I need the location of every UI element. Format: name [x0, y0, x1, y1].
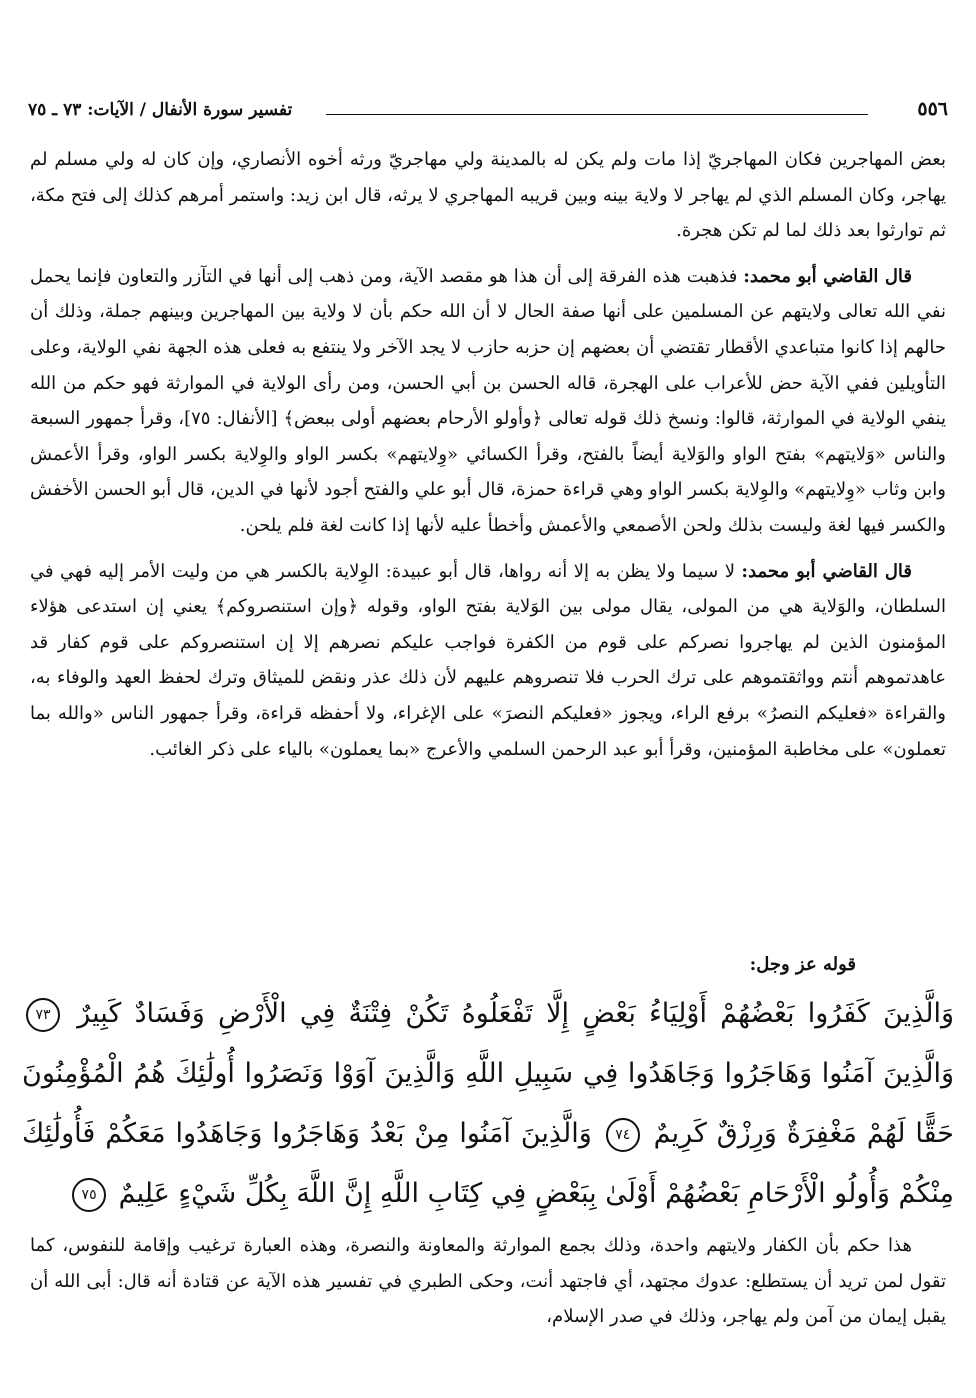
paragraph-2-speaker: قال القاضي أبو محمد: — [743, 265, 912, 287]
running-title: تفسير سورة الأنفال / الآيات: ٧٣ ـ ٧٥ — [28, 100, 293, 120]
paragraph-4 — [30, 1228, 946, 1335]
paragraph-1-text: بعض المهاجرين فكان المهاجريّ إذا مات ولم يكن له بالمدينة ولي مهاجريّ ورثه أخوه الأنصاري، وإن كان له ولي مسلم لم يهاجر، وكان المسلم الذي لم يهاجر لا ولاية بينه وبين قريبه المهاجري لا يرثه، قال ابن زيد: واستمر أمرهم كذلك إلى فتح مكة، ثم توارثوا بعد ذلك لما لم تكن هجرة. — [30, 149, 946, 242]
page-number: ٥٥٦ — [917, 98, 948, 120]
paragraph-2-text: فذهبت هذه الفرقة إلى أن هذا هو مقصد الآية، ومن ذهب إلى أنها في التآزر والتعاون فإنما يحمل نفي الله تعالى ولايتهم عن المسلمين على أنها صفة الحال لا أن الله حكم بأن لا ولاية بين المهاجرين وبينهم جملة، وذلك أن حالهم إذا كانوا متباعدي الأقطار تقتضي أن بعضهم إن حزبه حازب لا يجد الآخر ولا ينتفع به فعلى هذه الجهة نفي الولاية، وعلى التأويلين ففي الآية حض للأعراب على الهجرة، قاله الحسن بن أبي الحسن، ومن رأى الولاية في الموارثة فهو حكم من الله ينفي الولاية في الموارثة، قالوا: ونسخ ذلك قوله تعالى ﴿وأولو الأرحام بعضهم أولى ببعض﴾ [الأنفال: ٧٥]، وقرأ جمهور السبعة والناس «وَلايتهم» بفتح الواو والوَلاية أيضاً بالفتح، وقرأ الكسائي «وِلايتهم» بكسر الواو والوِلاية بكسر الواو، وقرأ الأعمش وابن وثاب «وِلايتهم» والوِلاية بكسر الواو وهي قراءة حمزة، قال أبو علي والفتح أجود لأنها في الدين، قال أبو الحسن الأخفش والكسر فيها لغة وليست بذلك ولحن الأصمعي والأعمش وأخطأ عليه لأنها إذا كانت لغة فلم يلحن. — [30, 265, 946, 536]
paragraph-2 — [30, 259, 946, 544]
verse-73-marker: ٧٣ — [26, 998, 60, 1032]
paragraph-3-speaker: قال القاضي أبو محمد: — [741, 560, 912, 582]
page-header — [28, 100, 948, 130]
verse-73-text: وَالَّذِينَ كَفَرُوا بَعْضُهُمْ أَوْلِيَاءُ بَعْضٍ إِلَّا تَفْعَلُوهُ تَكُنْ فِتْنَةٌ فِي الْأَرْضِ وَفَسَادٌ كَبِيرٌ — [77, 998, 954, 1029]
commentary-text — [30, 142, 946, 767]
verse-74-text: وَالَّذِينَ آمَنُوا وَهَاجَرُوا وَجَاهَدُوا فِي سَبِيلِ اللَّهِ وَالَّذِينَ آوَوْا وَنَصَرُوا أُولَٰئِكَ هُمُ الْمُؤْمِنُونَ حَقًّا لَهُمْ مَغْفِرَةٌ وَرِزْقٌ كَرِيمٌ — [22, 1058, 954, 1149]
verse-intro: قوله عز وجل: — [749, 954, 856, 975]
verse-75-marker: ٧٥ — [72, 1178, 106, 1212]
paragraph-3-text: لا سيما ولا يظن به إلا أنه رواها، قال أبو عبيدة: الوِلاية بالكسر هي من وليت الأمر إليه فهي في السلطان، والوَلاية هي من المولى، يقال مولى بين الوَلاية بفتح الواو، وقوله ﴿وإن استنصروكم﴾ يعني إن استدعى هؤلاء المؤمنون الذين لم يهاجروا نصركم على قوم من الكفرة فواجب عليكم نصرهم إلا إن استنصروكم على قوم كفار قد عاهدتموهم أنتم وواثقتموهم على ترك الحرب فلا تنصروهم عليهم لأن ذلك عذر ونقض للميثاق وترك لحفظ العهد والوفاء به، والقراءة «فعليكم النصرُ» برفع الراء، ويجوز «فعليكم النصرَ» على الإغراء، ولا أحفظه قراءة، وقرأ جمهور الناس «والله بما تعملون» على مخاطبة المؤمنين، وقرأ أبو عبد الرحمن السلمي والأعرج «بما يعملون» بالياء على ذكر الغائب. — [30, 560, 947, 760]
paragraph-3 — [30, 554, 946, 768]
verse-75-text: وَالَّذِينَ آمَنُوا مِنْ بَعْدُ وَهَاجَرُوا وَجَاهَدُوا مَعَكُمْ فَأُولَٰئِكَ مِنْكُمْ وَأُولُو الْأَرْحَامِ بَعْضُهُمْ أَوْلَىٰ بِبَعْضٍ فِي كِتَابِ اللَّهِ إِنَّ اللَّهَ بِكُلِّ شَيْءٍ عَلِيمٌ — [22, 1118, 954, 1209]
paragraph-4-text: هذا حكم بأن الكفار ولايتهم واحدة، وذلك بجمع الموارثة والمعاونة والنصرة، وهذه العبارة ترغيب وإقامة للنفوس، كما تقول لمن تريد أن يستطلع: عدوك مجتهد، أي فاجتهد أنت، وحكى الطبري في تفسير هذه الآية عن قتادة أنه قال: أبى الله أن يقبل إيمان من آمن ولم يهاجر، وذلك في صدر الإسلام، — [30, 1235, 946, 1328]
quran-verses — [22, 984, 954, 1224]
header-rule — [326, 114, 868, 115]
verse-74-marker: ٧٤ — [606, 1118, 640, 1152]
paragraph-1 — [30, 142, 946, 249]
commentary-continuation — [30, 1228, 946, 1335]
